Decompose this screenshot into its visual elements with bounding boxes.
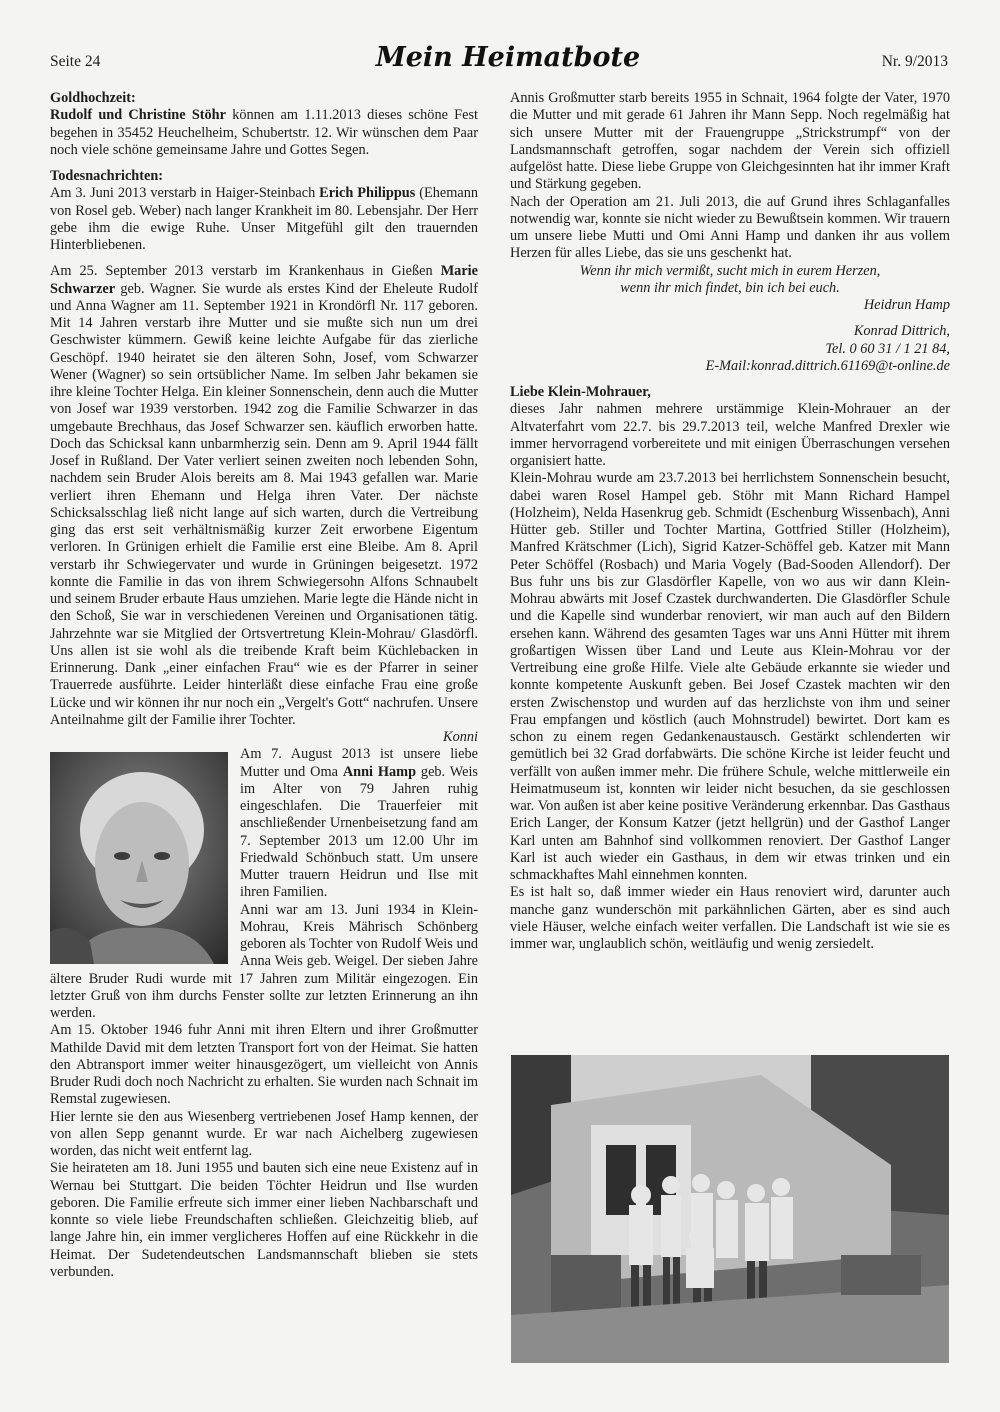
schwarzer-text-pre: Am 25. September 2013 verstarb im Krankenhaus in Gießen xyxy=(50,263,441,280)
group-photo xyxy=(511,1055,949,1363)
masthead-text: Mein Heimatbote xyxy=(375,42,641,73)
gold-names: Rudolf und Christine Stöhr xyxy=(50,107,226,124)
schwarzer-name: Marie Schwarzer xyxy=(50,263,478,297)
hamp-paragraph-4: Hier lernte sie den aus Wiesenberg vertriebenen Josef Hamp kennen, der von allen Sepp genannt wurde. Er war nach Aichelberg zugewiesen worden, das nicht weit entfernt lag. xyxy=(50,1108,478,1159)
hamp-text-pre: Am 7. August 2013 ist unsere liebe Mutter und Oma xyxy=(240,746,478,780)
signature-email: E-Mail:konrad.dittrich.61169@t-online.de xyxy=(705,357,950,374)
philippus-paragraph xyxy=(50,185,478,254)
hamp-text-post: geb. Weis im Alter von 79 Jahren ruhig eingeschlafen. Die Trauerfeier mit anschließender Urnenbeisetzung fand am 7. September 2013 um 12.00 Uhr im Friedwald Schönbuch statt. Um unsere Mutter trauern Heidrun und Ilse mit ihren Familien. xyxy=(240,763,478,901)
left-column xyxy=(50,90,478,1281)
hamp-paragraph-3: Am 15. Oktober 1946 fuhr Anni mit ihren Eltern und ihrer Großmutter Mathilde David mit dem letzten Transport fort von der Heimat. Sie hatten den Abtransport immer weiter hinausgezögert, um vielleicht von Annis Bruder Rudi doch noch Nachricht zu erhalten. Sie wurden nach Schnait im Remstal zugewiesen. xyxy=(50,1022,478,1108)
signature-heidrun: Heidrun Hamp xyxy=(863,297,950,313)
masthead-logo xyxy=(375,35,641,77)
schwarzer-text-post: geb. Wagner. Sie wurde als erstes Kind der Eheleute Rudolf und Anna Wagner am 11. September 1921 in Krondörfl Nr. 117 geboren. Mit 14 Jahren verstarb ihre Mutter und sie mußte sich nun um drei Geschwister kümmern. Gewiß keine leichte Aufgabe für das zierliche Geschöpf. 1940 heiratet sie den älteren Sohn, Josef, vom Schwarzer Wener (Wagner) so sein ortsüblicher Name. Im selben Jahr bekamen sie ihre kleine Tochter Helga. Ein kleiner Sonnenschein, denn auch die Mutter von Josef war 1939 verstorben. 1942 zog die Familie Schwarzer in das umgebaute Brechhaus, das Josef Schwarzer sen. käuflich erworben hatte. Doch das Schicksal kann unbarmherzig sein. Denn am 9. April 1944 fällt Josef in Rußland. Der Vater verliert seinen zweiten noch lebenden Sohn, nachdem sein Bruder Alois bereits am 8. Mai 1943 gefallen war. Marie verliert ihren Ehemann und Helga ihren Vater. Der nächste Schicksalsschlag ließ nicht lange auf sich warten, durch die Vertreibung ging das erst seit verhältnismäßig kurzer Zeit erworbene Eigentum verloren. In Grünigen erhielt die Familie erst eine Bleibe. Am 8. April verstarb ihr Schwiegervater und wurde in Grüningen beigesetzt. 1972 konnte die Familie in das von ihrem Schwiegersohn Alfons Schnaubelt und seinem Bruder erbaute Haus umziehen. Marie legte die Hände nicht in den Schoß, Sie war in verschiedenen Vereinen und Organisationen tätig. Jahrzehnte war sie Mitglied der Ortsvertretung Klein-Mohrau/ Glasdörfl. Uns allen ist sie wohl als die treibende Kraft beim Küchlebacken in Erinnerung. Dank „einer einfachen Frau“ wie es der Pfarrer in seiner Trauerrede ausführte. Leider hinterläßt diese einfache Frau eine große Lücke und wir können ihr nur noch ein „Vergelt's Gott“ nachrufen. Unsere Anteilnahme gilt der Familie ihrer Tochter. xyxy=(50,280,478,728)
signature-konrad: Konrad Dittrich, xyxy=(853,323,950,340)
hamp-name: Anni Hamp xyxy=(342,763,417,780)
klein-mohrau-paragraph-1: dieses Jahr nahmen mehrere urstämmige Klein-Mohrauer an der Altvaterfahrt vom 22.7. bis 29.7.2013 teil, welche Manfred Drexler wie immer hervorragend vorbereitete und mit einigen Überraschungen versehen organisiert hatte. xyxy=(510,401,950,469)
page-number: Seite 24 xyxy=(50,53,101,70)
philippus-text-post: (Ehemann von Rosel geb. Weber) nach langer Krankheit im 80. Lebensjahr. Der Herr gebe ihm die ewige Ruhe. Unser Mitgefühl gilt den trauernden Hinterbliebenen. xyxy=(50,185,478,253)
hamp-paragraph-2: Anni war am 13. Juni 1934 in Klein-Mohrau, Kreis Mährisch Schönberg geboren als Tochter von Rudolf Weis und Anna Weis geb. Weigel. Der sieben Jahre ältere Bruder Rudi wurde mit 17 Jahren zum Militär eingezogen. Ein letzter Gruß von ihm durchs Fenster sollte zur letzten Erinnerung an ihn werden. xyxy=(50,901,478,1021)
hamp-paragraph-5: Sie heirateten am 18. Juni 1955 und bauten sich eine neue Existenz auf in Wernau bei Stuttgart. Die beiden Töchter Heidrun und Ilse wurden geboren. Die Familie erfreute sich immer einer lieben Nachbarschaft und konnte so viele liebe Freundschaften schließen. Gleichzeitig blieb, auf lange Jahre hin, ein immer verglicheres Hoffen auf eine Rückkehr in die Heimat. Der Sudetendeutschen Landsmannschaft blieben sie stets verbunden. xyxy=(50,1160,478,1280)
hamp-paragraph-7: Nach der Operation am 21. Juli 2013, die auf Grund ihres Schlaganfalles notwendig war, konnte sie nicht wieder zu Bewußtsein kommen. Wir trauern um unsere liebe Mutti und Omi Anni Hamp und danken ihr aus vollem Herzen für alles Liebe, das sie uns geschenkt hat. xyxy=(510,193,950,262)
verse-line-1: Wenn ihr mich vermißt, sucht mich in eurem Herzen, xyxy=(579,262,881,279)
klein-mohrau-paragraph-2: Klein-Mohrau wurde am 23.7.2013 bei herrlichstem Sonnenschein besucht, dabei waren Rosel Hampel geb. Stöhr mit Mann Richard Hampel (Holzheim), Nelda Hasenkrug geb. Schmidt (Eschenburg Wissenbach), Anni Hütter geb. Stiller und Tochter Martina, Gottfried Stiller (Holzheim), Manfred Krätschmer (Lich), Sigrid Katzer-Schöffel geb. Katzer mit Mann Peter Schöffel (Rosbach) und Maria Vogely (Bad-Sooden Allendorf). Der Bus fuhr uns bis zur Glasdörfler Kapelle, von wo aus wir dann Klein-Mohrau abwärts mit Josef Czastek durchwanderten. Die Glasdörfler Schule und die Kapelle sind wunderbar renoviert, wir man auch auf den Bildern ersehen kann. Während des gesamten Tages war uns Anni Hütter mit ihrem großartigen Wissen über Land und Leute aus Klein-Mohrau vor der Vertreibung eine große Hilfe. Viele alte Gebäude erkannte sie wieder und konnte kompetente Auskunft geben. Bei Josef Czastek machten wir den ersten Zwischenstop und wurden auf das herzlichste von ihm und seiner Frau empfangen und köstlich (auch Mohnstrudel) bewirtet. Dort kam es schon zu einem regen Gedankenaustausch. Gestärkt schlenderten wir gemütlich bei 32 Grad dorfabwärts. Die schöne Kirche ist leider feucht und verfällt von außen immer mehr. Die frühere Schule, welche mittlerweile ein Heimatmuseum ist, konnten wir leider nicht besuchen, da sie geschlossen war. Von außen ist aber keine positive Veränderung erkennbar. Das Gasthaus Erich Langer, der Konsum Katzer (jetzt hellgrün) und der Gasthof Langer Karl unten am Bahnhof sind vollkommen renoviert. Der Gasthof Langer Karl ist auch wieder ein Gasthaus, in dem wir etwas trinken und ein schmackhaftes Mahl einnehmen konnten. xyxy=(510,470,950,883)
schwarzer-signature: Konni xyxy=(443,729,478,745)
gold-text: können am 1.11.2013 dieses schöne Fest begehen in 35452 Heuchelheim, Schubertstr. 12. Wir wünschen dem Paar noch viele schöne gemeinsame Jahre und Gottes Segen. xyxy=(50,107,478,158)
philippus-name: Erich Philippus xyxy=(319,185,416,202)
signature-phone: Tel. 0 60 31 / 1 21 84, xyxy=(825,340,950,357)
hamp-paragraph-6: Annis Großmutter starb bereits 1955 in Schnait, 1964 folgte der Vater, 1970 die Mutter und mit gerade 61 Jahren ihr Mann Sepp. Noch regelmäßig hat sich unsere Mutter mit der Frauengruppe „Strickstrumpf“ von der Landsmannschaft getroffen, sogar nachdem der Verein sich offiziell aufgelöst hatte. Diese liebe Gruppe von Gleichgesinnten hat ihr immer Kraft und Stärkung gegeben. xyxy=(510,90,950,193)
klein-mohrau-paragraph-3: Es ist halt so, daß immer wieder ein Haus renoviert wird, darunter auch manche ganz wunderschön mit parkähnlichen Gärten, aber es sind auch viele Häuser, welche einfach weiter verfallen. Die Landschaft ist wie sie es immer war, unglaublich schön, weitläufig und wenig zersiedelt. xyxy=(510,884,950,952)
verse-line-2: wenn ihr mich findet, bin ich bei euch. xyxy=(620,279,840,296)
schwarzer-paragraph xyxy=(50,263,478,729)
death-heading: Todesnachrichten: xyxy=(50,168,164,184)
klein-mohrau-heading: Liebe Klein-Mohrauer, xyxy=(510,384,651,400)
gold-paragraph xyxy=(50,107,478,159)
issue-number: Nr. 9/2013 xyxy=(881,53,948,70)
philippus-text-pre: Am 3. Juni 2013 verstarb in Haiger-Steinbach xyxy=(50,185,320,202)
gold-heading: Goldhochzeit: xyxy=(50,90,136,106)
right-column xyxy=(510,90,950,953)
portrait-photo xyxy=(50,752,228,964)
